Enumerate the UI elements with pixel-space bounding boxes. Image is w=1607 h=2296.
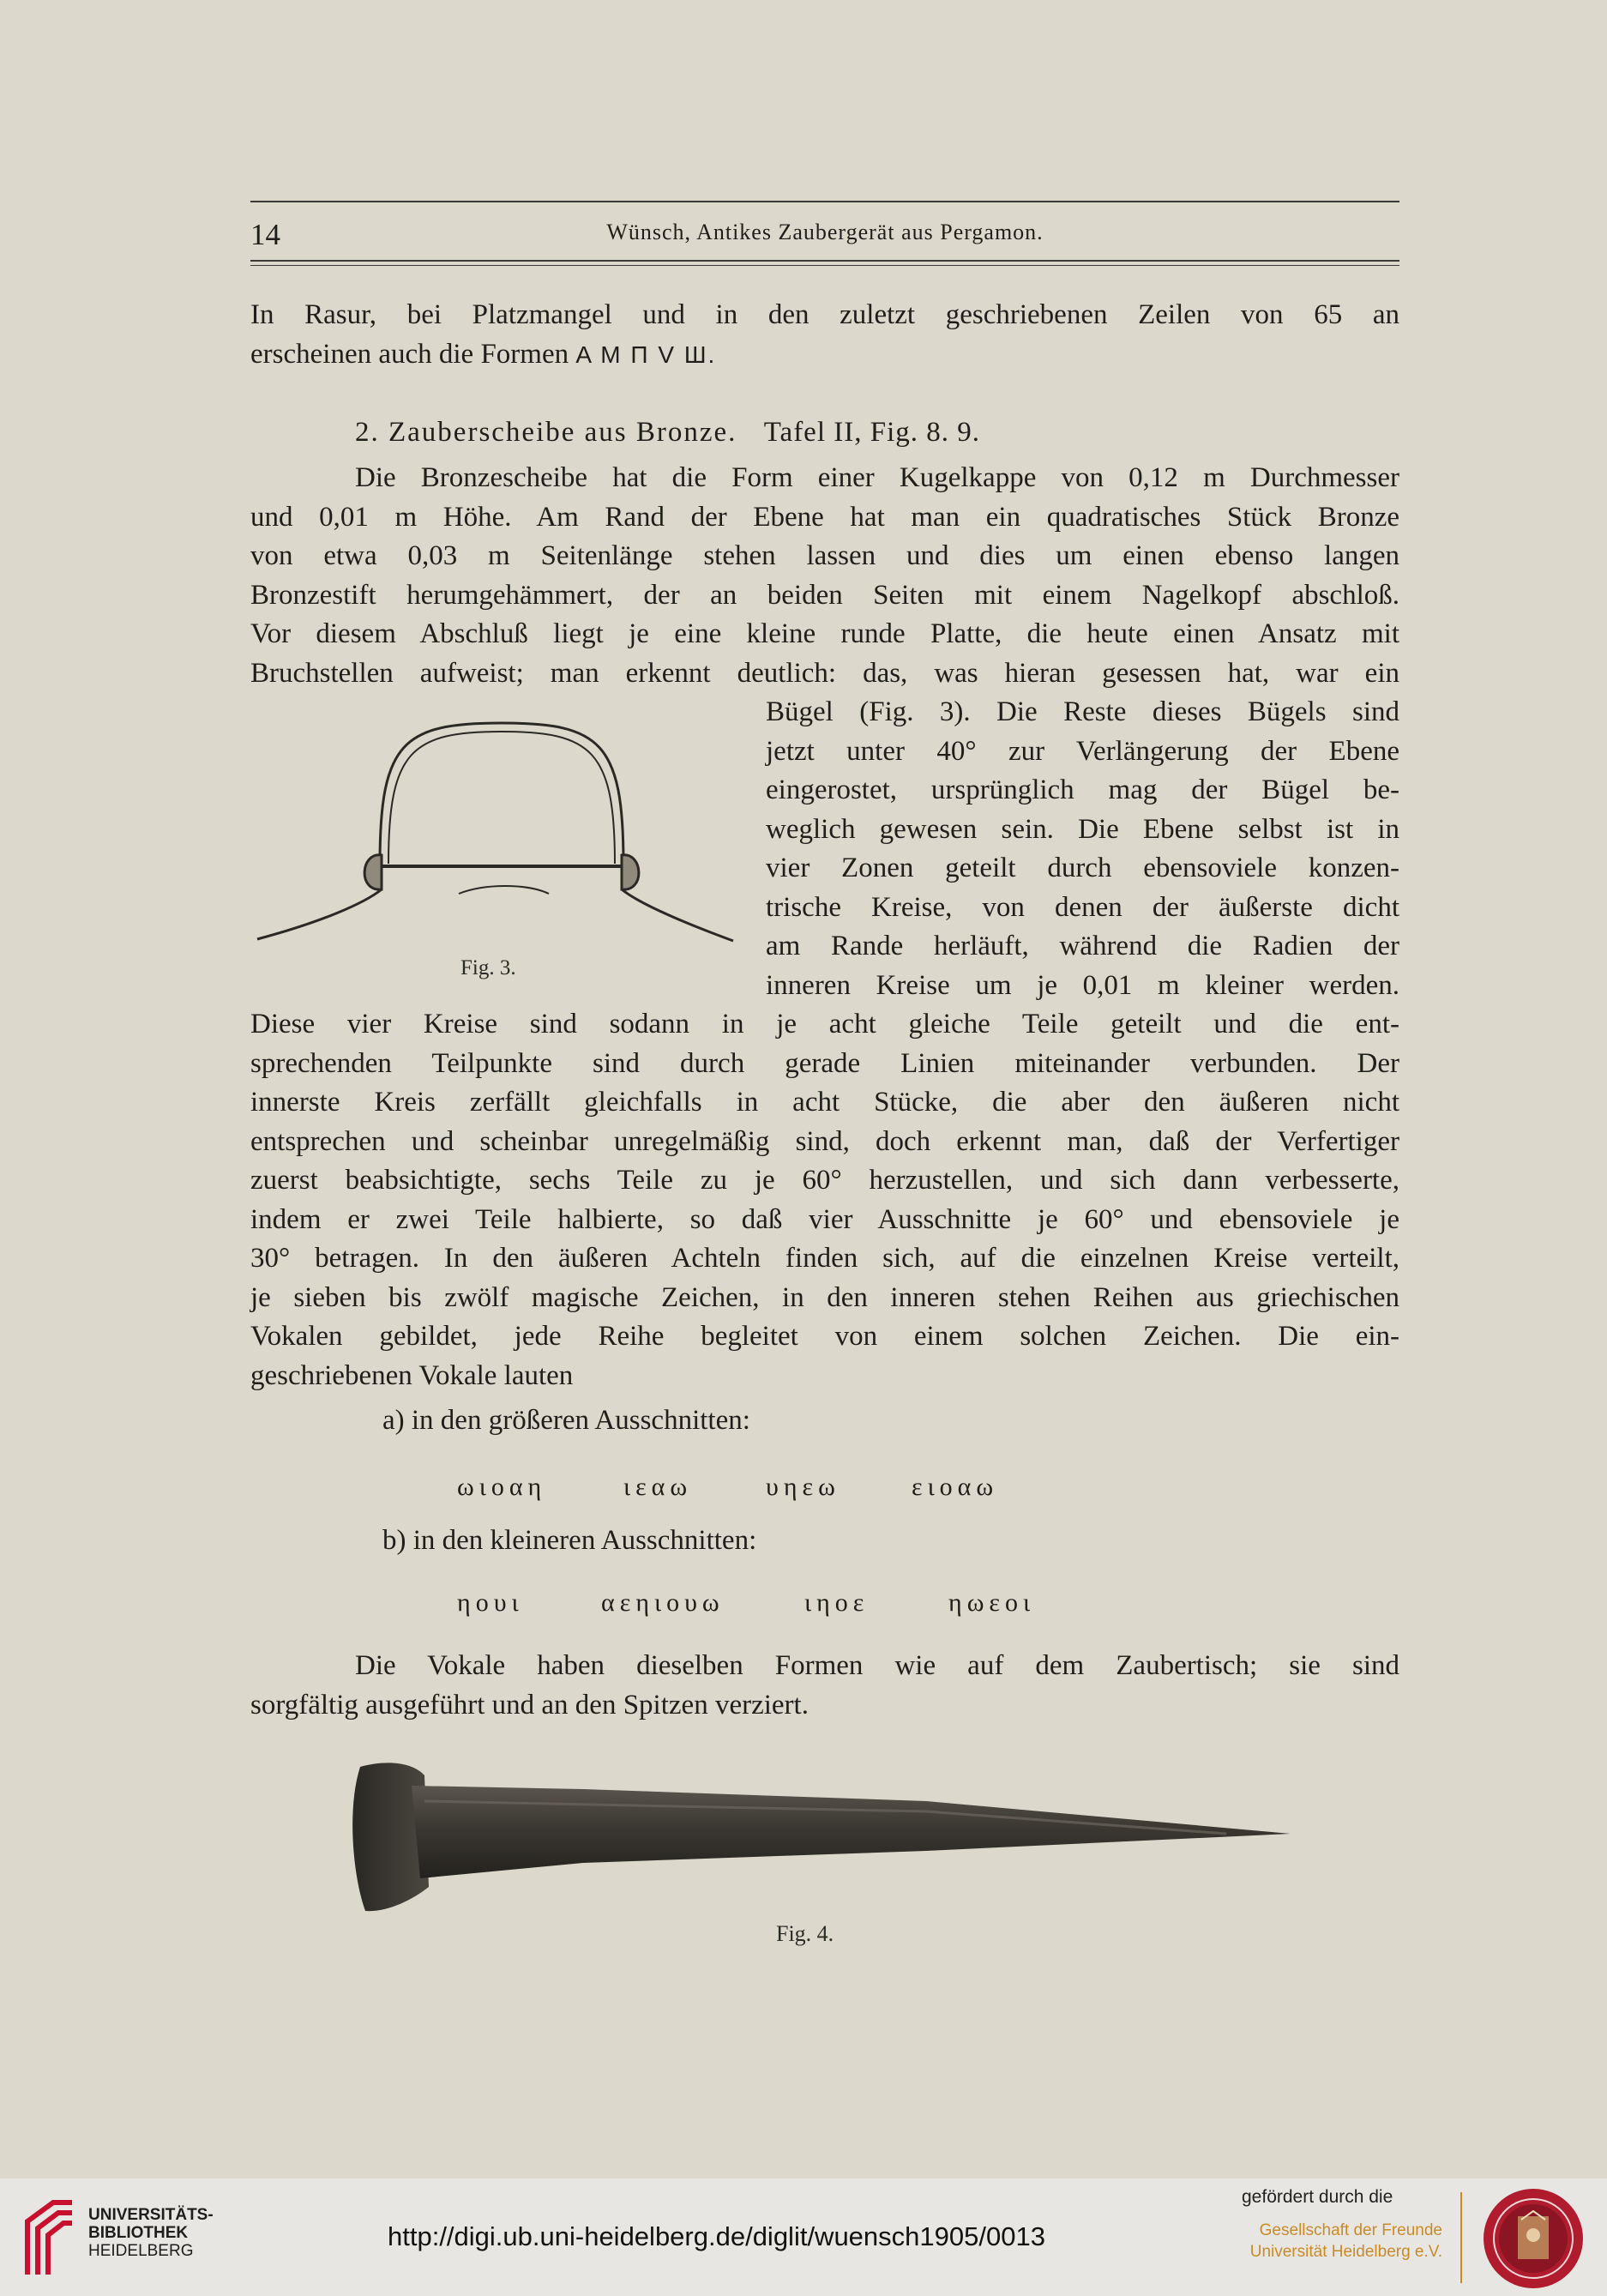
p1-after-4: zuerst beabsichtigte, sechs Teile zu je 60° herzustellen, und sich dann verbesserte, xyxy=(250,1165,1399,1196)
p1-wrap-3: weglich gewesen sein. Die Ebene selbst ist in xyxy=(766,813,1399,845)
p1-wrap-6: am Rande herläuft, während die Radien der xyxy=(766,931,1399,961)
p1-wrap-5: trische Kreise, von denen der äußerste dicht xyxy=(766,891,1399,923)
paragraph-1-bottom xyxy=(250,1005,1399,1395)
p1-last-line: geschriebenen Vokale lauten xyxy=(250,1359,574,1391)
p1-line-0: Die Bronzescheibe hat die Form einer Kugelkappe von 0,12 m Durchmesser xyxy=(355,462,1399,493)
p1-line-5: Bruchstellen aufweist; man erkennt deutlich: das, was hieran gesessen hat, war ein xyxy=(250,657,1399,689)
paragraph-2 xyxy=(250,1647,1399,1725)
ub-logo-icon xyxy=(19,2196,79,2281)
sponsor-divider xyxy=(1460,2192,1462,2283)
fig-4-nail-image xyxy=(326,1750,1303,1921)
list-a-item-1: ωιοαη xyxy=(457,1473,547,1501)
p1-line-2: von etwa 0,03 m Seitenlänge stehen lassen und dies um einen ebenso langen xyxy=(250,540,1399,571)
list-b-item-3: ιηοε xyxy=(804,1588,870,1617)
list-b-item-4: ηωεοι xyxy=(948,1588,1036,1617)
sponsor-intro: gefördert durch die xyxy=(1242,2187,1393,2207)
permalink-url[interactable]: http://digi.ub.uni-heidelberg.de/diglit/wuensch1905/0013 xyxy=(388,2221,1045,2251)
p2-line-2: sorgfältig ausgeführt und an den Spitzen verziert. xyxy=(250,1689,809,1720)
library-line-1: UNIVERSITÄTS- xyxy=(88,2206,214,2224)
list-b-label: b) in den kleineren Ausschnitten: xyxy=(382,1525,757,1556)
p1-wrap-0: Bügel (Fig. 3). Die Reste dieses Bügels sind xyxy=(766,696,1399,727)
p1-after-3: entsprechen und scheinbar unregelmäßig sind, doch erkennt man, daß der Verfertiger xyxy=(250,1125,1399,1157)
intro-paragraph xyxy=(250,296,1399,374)
fig-3-caption: Fig. 3. xyxy=(460,956,516,979)
p1-wrap-2: eingerostet, ursprünglich mag der Bügel be- xyxy=(766,774,1399,805)
fig-3-dome-right xyxy=(622,889,733,941)
list-a-item-2: ιεαω xyxy=(623,1473,693,1501)
library-name xyxy=(88,2206,214,2260)
list-a-item-3: υηεω xyxy=(766,1473,840,1501)
fig-3-plate-arc xyxy=(459,886,549,894)
sponsor-line-1: Gesellschaft der Freunde xyxy=(1259,2221,1442,2239)
intro-line-2-text: erscheinen auch die Formen xyxy=(250,338,576,370)
intro-line-1: In Rasur, bei Platzmangel und in den zuletzt geschriebenen Zeilen von 65 an xyxy=(250,299,1399,330)
digitization-footer xyxy=(0,2178,1607,2296)
university-seal-icon xyxy=(1480,2185,1586,2292)
header-rule-2 xyxy=(250,265,1399,266)
p1-after-2: innerste Kreis zerfällt gleichfalls in acht Stücke, die aber den äußeren nicht xyxy=(250,1087,1399,1118)
section-heading xyxy=(355,417,980,449)
page-number: 14 xyxy=(250,218,280,251)
paragraph-1-wrap xyxy=(766,693,1399,1005)
intro-line-2 xyxy=(250,335,1399,375)
p2-line-1: Die Vokale haben dieselben Formen wie auf dem Zaubertisch; sie sind xyxy=(355,1650,1399,1681)
paragraph-1-top xyxy=(250,459,1399,693)
list-b-item-1: ηουι xyxy=(457,1588,524,1617)
p1-wrap-7: inneren Kreise um je 0,01 m kleiner werden. xyxy=(766,969,1399,1001)
header-top-rule xyxy=(250,201,1399,202)
library-line-2: BIBLIOTHEK xyxy=(88,2224,189,2242)
fig-4-nail-shaft xyxy=(412,1786,1291,1878)
list-a-item-4: ειοαω xyxy=(912,1473,999,1501)
section-title: 2. Zauberscheibe aus Bronze. xyxy=(355,417,737,448)
p1-after-7: je sieben bis zwölf magische Zeichen, in den inneren stehen Reihen aus griechischen xyxy=(250,1281,1399,1313)
running-title: Wünsch, Antikes Zaubergerät aus Pergamon. xyxy=(606,220,1044,244)
fig-3-handle-outer xyxy=(380,723,623,864)
header-rule-1 xyxy=(250,260,1399,262)
sponsor-line-2: Universität Heidelberg e.V. xyxy=(1249,2243,1442,2261)
fig-3-drawing xyxy=(253,708,750,965)
p1-after-1: sprechenden Teilpunkte sind durch gerade Linien miteinander verbunden. Der xyxy=(250,1047,1399,1079)
fig-3-handle-inner xyxy=(388,732,615,864)
p1-line-3: Bronzestift herumgehämmert, der an beiden Seiten mit einem Nagelkopf abschloß. xyxy=(250,579,1399,611)
p1-after-6: 30° betragen. In den äußeren Achteln finden sich, auf die einzelnen Kreise verteilt, xyxy=(250,1243,1399,1274)
p1-after-5: indem er zwei Teile halbierte, so daß vier Ausschnitte je 60° und ebensoviele je xyxy=(250,1203,1399,1235)
p1-wrap-4: vier Zonen geteilt durch ebensoviele konzen- xyxy=(766,853,1399,883)
fig-3-right-knob xyxy=(622,855,639,889)
section-reference: Tafel II, Fig. 8. 9. xyxy=(763,417,980,448)
list-b-item-2: αεηιουω xyxy=(601,1588,725,1617)
list-a-label: a) in den größeren Ausschnitten: xyxy=(382,1405,750,1436)
fig-3-left-knob xyxy=(364,855,382,889)
intro-letters: A M Π V Ш. xyxy=(575,340,717,368)
p1-after-8: Vokalen gebildet, jede Reihe begleitet von einem solchen Zeichen. Die ein- xyxy=(250,1321,1399,1352)
p1-after-0: Diese vier Kreise sind sodann in je acht gleiche Teile geteilt und die ent- xyxy=(250,1009,1399,1040)
fig-3-dome-left xyxy=(257,889,382,939)
fig-4-caption: Fig. 4. xyxy=(776,1921,834,1946)
library-line-3: HEIDELBERG xyxy=(88,2242,194,2260)
p1-wrap-1: jetzt unter 40° zur Verlängerung der Ebene xyxy=(766,735,1399,767)
p1-line-4: Vor diesem Abschluß liegt je eine kleine runde Platte, die heute einen Ansatz mit xyxy=(250,618,1399,649)
p1-line-1: und 0,01 m Höhe. Am Rand der Ebene hat man ein quadratisches Stück Bronze xyxy=(250,501,1399,533)
sponsor-name xyxy=(1218,2220,1442,2263)
